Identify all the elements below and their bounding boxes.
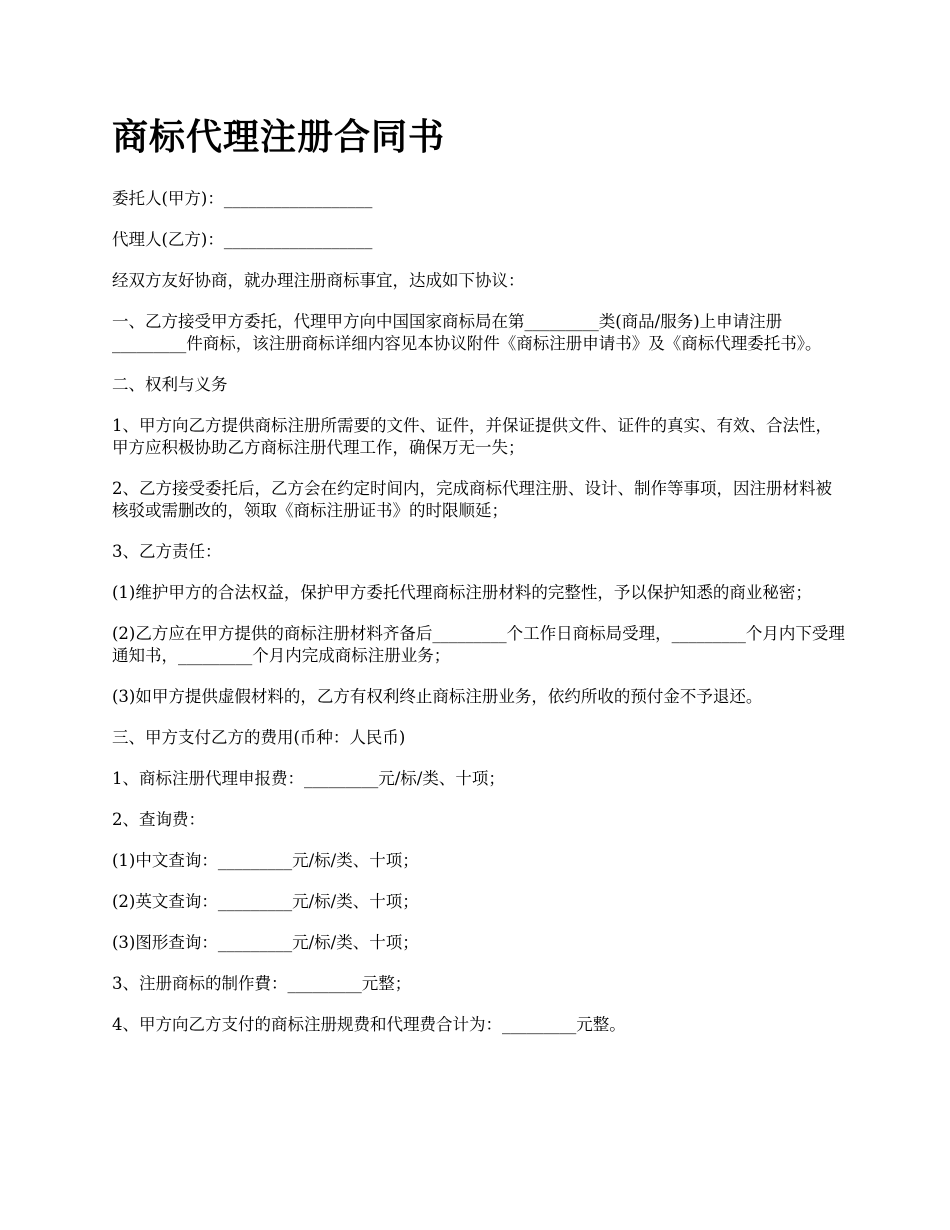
rights-item-3: 3、乙方责任：: [112, 542, 222, 561]
section-rights-heading: 二、权利与义务: [112, 375, 228, 394]
client-party-line: 委托人(甲方)：__________________: [112, 189, 373, 208]
rights-item-2: 2、乙方接受委托后，乙方会在约定时间内，完成商标代理注册、设计、制作等事项，因注册材料被核驳或需删改的，领取《商标注册证书》的时限顺延；: [112, 479, 832, 520]
document-title: 商标代理注册合同书: [112, 117, 446, 158]
clause-1: 一、乙方接受甲方委托，代理甲方向中国国家商标局在第_________类(商品/服务)上申请注册_________件商标，该注册商标详细内容见本协议附件《商标注册申请书》及《商标代理委托书》。: [112, 312, 822, 353]
responsibility-1: (1)维护甲方的合法权益，保护甲方委托代理商标注册材料的完整性，予以保护知悉的商业秘密；: [112, 583, 812, 602]
fee-item-1: 1、商标注册代理申报费：_________元/标/类、十项；: [112, 769, 505, 788]
fee-item-2: 2、查询费：: [112, 810, 205, 829]
agreement-intro: 经双方友好协商，就办理注册商标事宜，达成如下协议：: [112, 271, 525, 290]
fee-item-3: 3、注册商标的制作費：_________元整；: [112, 974, 412, 993]
section-fees-heading: 三、甲方支付乙方的费用(币种：人民币): [112, 728, 406, 747]
agent-party-line: 代理人(乙方)：__________________: [112, 230, 373, 249]
rights-item-1: 1、甲方向乙方提供商标注册所需要的文件、证件，并保证提供文件、证件的真实、有效、合法性，甲方应积极协助乙方商标注册代理工作，确保万无一失；: [112, 416, 832, 457]
query-fee-english: (2)英文查询：_________元/标/类、十项；: [112, 892, 419, 911]
responsibility-3: (3)如甲方提供虚假材料的，乙方有权利终止商标注册业务，依约所收的预付金不予退还。: [112, 687, 763, 706]
query-fee-chinese: (1)中文查询：_________元/标/类、十项；: [112, 851, 419, 870]
query-fee-graphic: (3)图形查询：_________元/标/类、十项；: [112, 933, 419, 952]
responsibility-2: (2)乙方应在甲方提供的商标注册材料齐备后_________个工作日商标局受理，_________个月内下受理通知书，_________个月内完成商标注册业务；: [112, 624, 845, 665]
fee-item-4: 4、甲方向乙方支付的商标注册规费和代理费合计为：_________元整。: [112, 1015, 626, 1034]
document-page: [112, 112, 847, 1055]
